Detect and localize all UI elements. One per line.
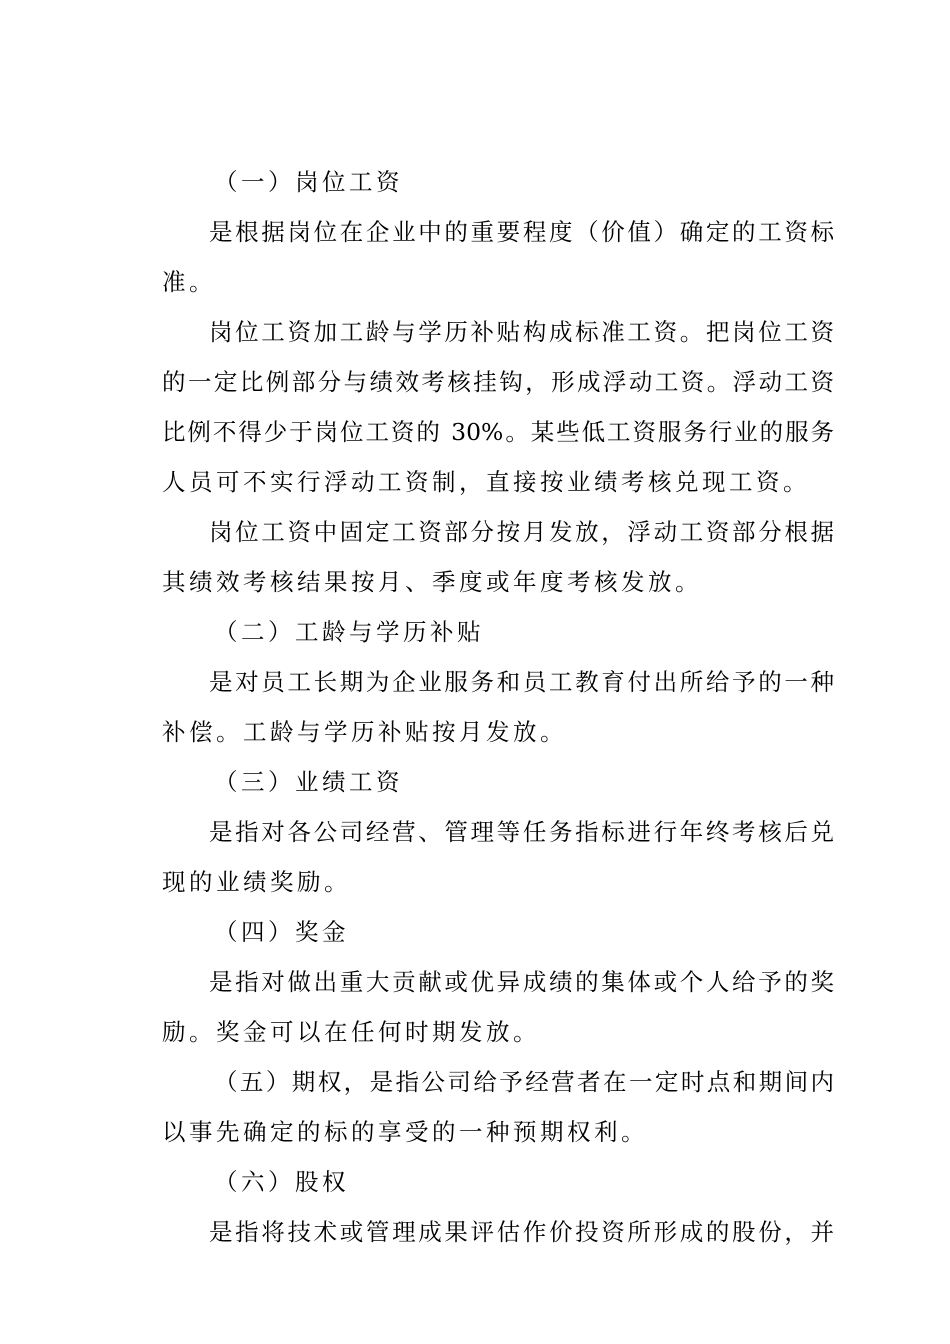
paragraph-line: 现的业绩奖励。 (162, 868, 351, 896)
document-body (162, 157, 834, 1257)
paragraph-line: 其绩效考核结果按月、季度或年度考核发放。 (162, 568, 702, 596)
paragraph-line: 以事先确定的标的享受的一种预期权利。 (162, 1118, 648, 1146)
paragraph-line: 是对员工长期为企业服务和员工教育付出所给予的一种 (209, 668, 834, 696)
paragraph-line: 比例不得少于岗位工资的 30%。某些低工资服务行业的服务 (162, 418, 834, 446)
paragraph-line: 是指对各公司经营、管理等任务指标进行年终考核后兑 (209, 818, 834, 846)
section-heading-5: （五）期权，是指公司给予经营者在一定时点和期间内 (214, 1068, 834, 1096)
paragraph-line: 岗位工资加工龄与学历补贴构成标准工资。把岗位工资 (209, 318, 834, 346)
paragraph-line: 是根据岗位在企业中的重要程度（价值）确定的工资标 (209, 218, 834, 246)
paragraph-line: 人员可不实行浮动工资制，直接按业绩考核兑现工资。 (162, 468, 810, 496)
section-heading-3: （三）业绩工资 (214, 768, 403, 796)
section-heading-6: （六）股权 (214, 1168, 349, 1196)
paragraph-line: 补偿。工龄与学历补贴按月发放。 (162, 718, 567, 746)
paragraph-line: 励。奖金可以在任何时期发放。 (162, 1018, 540, 1046)
paragraph-line: 准。 (162, 268, 216, 296)
paragraph-line: 是指对做出重大贡献或优异成绩的集体或个人给予的奖 (209, 968, 834, 996)
paragraph-line: 的一定比例部分与绩效考核挂钩，形成浮动工资。浮动工资 (162, 368, 834, 396)
section-heading-2: （二）工龄与学历补贴 (214, 618, 484, 646)
paragraph-line: 是指将技术或管理成果评估作价投资所形成的股份，并 (209, 1218, 834, 1246)
section-heading-4: （四）奖金 (214, 918, 349, 946)
section-heading-1: （一）岗位工资 (214, 168, 403, 196)
paragraph-line: 岗位工资中固定工资部分按月发放，浮动工资部分根据 (209, 518, 834, 546)
